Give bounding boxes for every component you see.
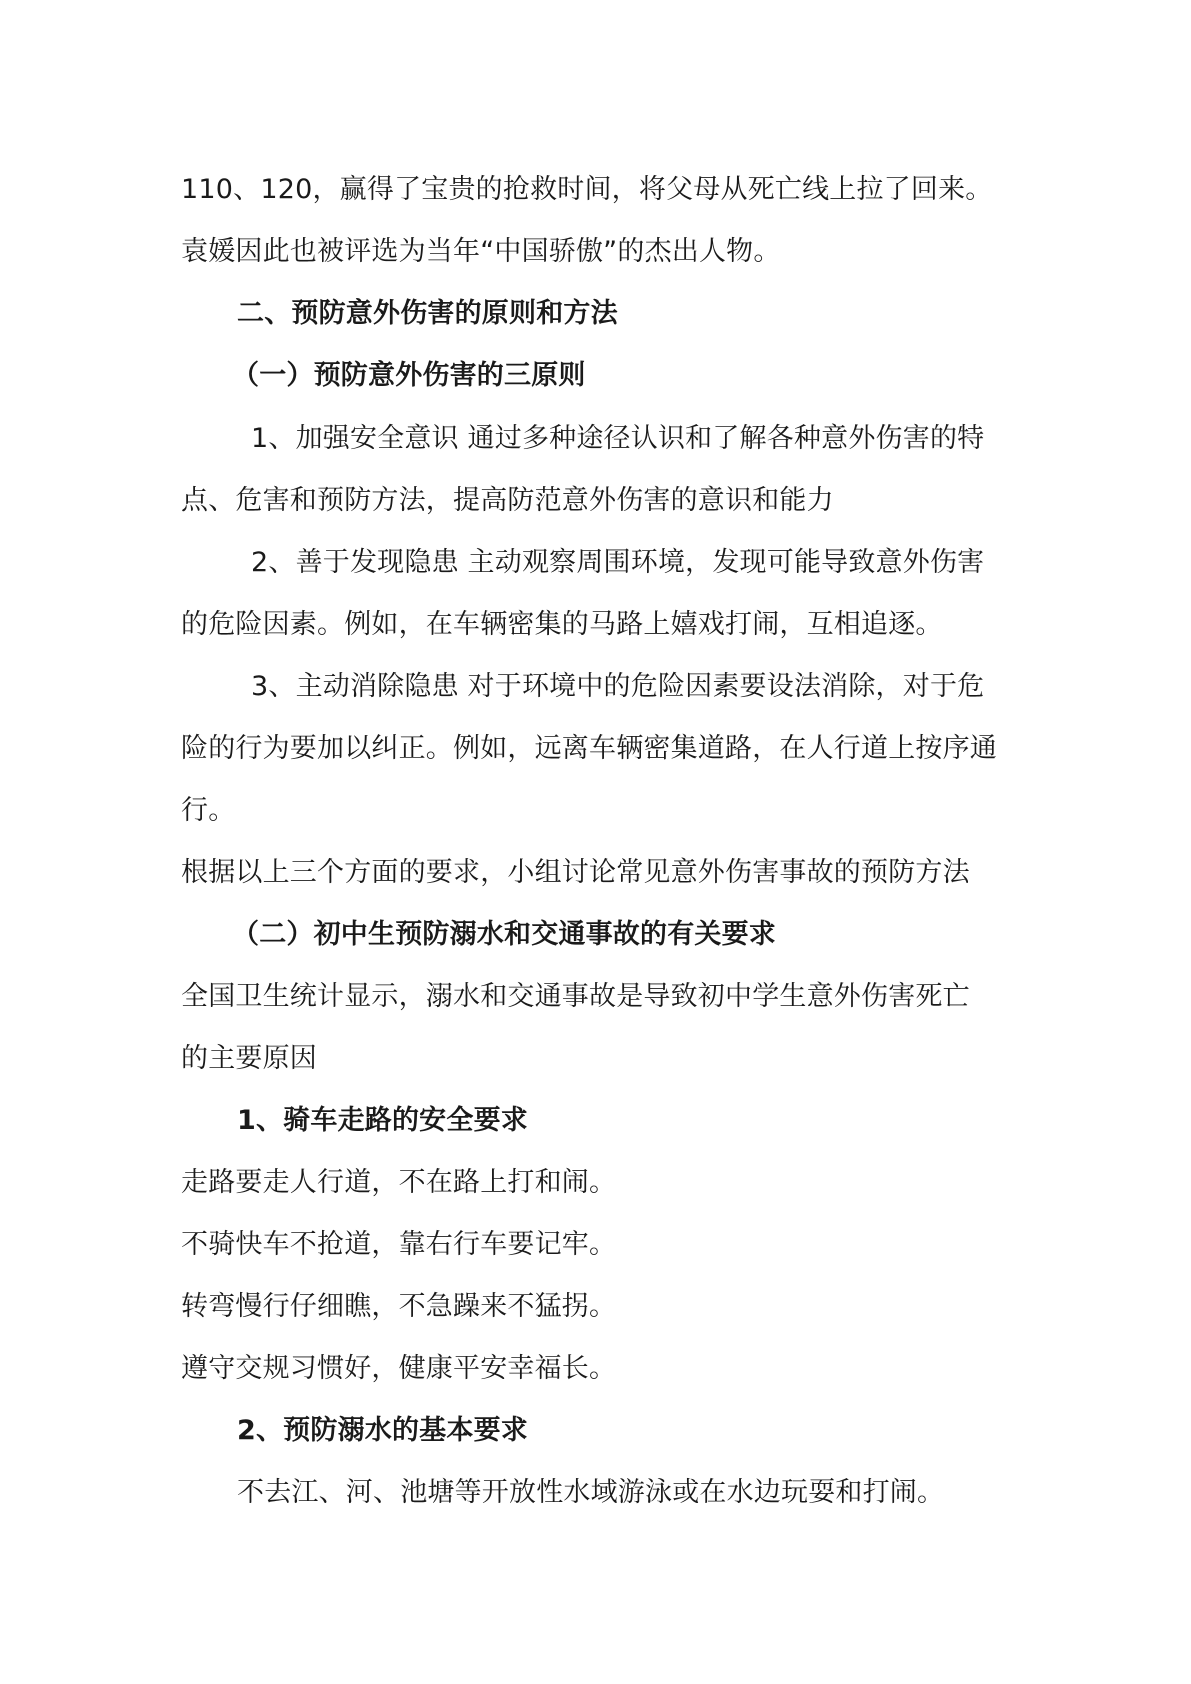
paragraph-line: 的主要原因 [181, 1043, 317, 1074]
item-heading: 2、预防溺水的基本要求 [237, 1415, 528, 1446]
rhyme-line: 转弯慢行仔细瞧，不急躁来不猛拐。 [181, 1291, 617, 1322]
paragraph-line: 袁媛因此也被评选为当年“中国骄傲”的杰出人物。 [181, 236, 781, 267]
rhyme-line: 走路要走人行道，不在路上打和闹。 [181, 1167, 617, 1198]
paragraph-line: 110、120，赢得了宝贵的抢救时间，将父母从死亡线上拉了回来。 [181, 174, 993, 205]
section-heading: 二、预防意外伤害的原则和方法 [237, 298, 618, 329]
subsection-heading: （二）初中生预防溺水和交通事故的有关要求 [232, 919, 776, 950]
paragraph-line: 全国卫生统计显示，溺水和交通事故是导致初中学生意外伤害死亡 [181, 981, 970, 1012]
rhyme-line: 不骑快车不抢道，靠右行车要记牢。 [181, 1229, 617, 1260]
paragraph-line: 的危险因素。例如，在车辆密集的马路上嬉戏打闹，互相追逐。 [181, 609, 943, 640]
paragraph-line: 险的行为要加以纠正。例如，远离车辆密集道路，在人行道上按序通 [181, 733, 997, 764]
item-heading: 1、骑车走路的安全要求 [237, 1105, 528, 1136]
principle-item: 1、加强安全意识 通过多种途径认识和了解各种意外伤害的特 [251, 423, 985, 454]
subsection-heading: （一）预防意外伤害的三原则 [232, 360, 586, 391]
principle-item: 2、善于发现隐患 主动观察周围环境，发现可能导致意外伤害 [251, 547, 985, 578]
paragraph-line: 行。 [181, 795, 236, 826]
principle-item: 3、主动消除隐患 对于环境中的危险因素要设法消除，对于危 [251, 671, 985, 702]
paragraph-line: 点、危害和预防方法，提高防范意外伤害的意识和能力 [181, 485, 834, 516]
rhyme-line: 遵守交规习惯好，健康平安幸福长。 [181, 1353, 617, 1384]
paragraph-line: 不去江、河、池塘等开放性水域游泳或在水边玩耍和打闹。 [237, 1477, 945, 1508]
paragraph-line: 根据以上三个方面的要求，小组讨论常见意外伤害事故的预防方法 [181, 857, 970, 888]
